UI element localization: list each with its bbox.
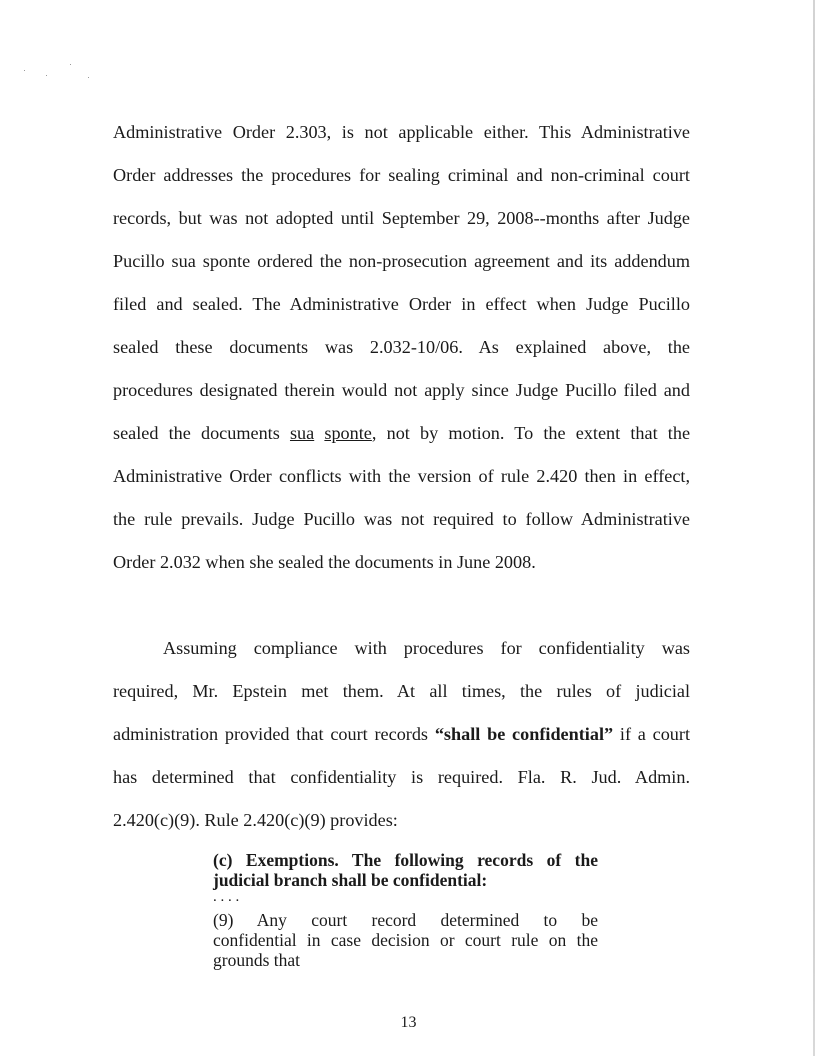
underlined-term: sponte xyxy=(324,423,372,443)
underlined-term: sua xyxy=(289,423,315,443)
page-number: 13 xyxy=(400,1014,417,1031)
quote-heading-line: (c) Exemptions. The following records of the xyxy=(213,850,598,870)
text-line: Pucillo sua sponte ordered the non-prosecution agreement and its addendum xyxy=(113,251,690,271)
scan-speck xyxy=(46,75,47,76)
text-line: Administrative Order conflicts with the version of rule 2.420 then in effect, xyxy=(113,466,690,486)
quote-ellipsis: . . . . xyxy=(213,889,240,905)
text-line: sealed these documents was 2.032-10/06. As explained above, the xyxy=(113,337,690,357)
text-line xyxy=(113,422,690,444)
scan-speck xyxy=(88,77,89,78)
text-line: the rule prevails. Judge Pucillo was not required to follow Administrative xyxy=(113,509,690,529)
text-line: 2.420(c)(9). Rule 2.420(c)(9) provides: xyxy=(113,810,398,830)
text-run: if a court xyxy=(613,724,691,744)
text-line xyxy=(113,723,690,745)
text-run: administration provided that court records xyxy=(113,724,435,744)
text-line: has determined that confidentiality is required. Fla. R. Jud. Admin. xyxy=(113,767,690,787)
quote-line: grounds that xyxy=(213,950,301,970)
text-line: records, but was not adopted until September 29, 2008--months after Judge xyxy=(113,208,690,228)
bold-quote: “shall be confidential” xyxy=(434,724,614,744)
text-line: Administrative Order 2.303, is not applicable either. This Administrative xyxy=(113,122,690,142)
text-line: Order addresses the procedures for sealing criminal and non-criminal court xyxy=(113,165,690,185)
text-run: , not by motion. To the extent that the xyxy=(371,423,691,443)
scan-speck xyxy=(24,70,25,71)
text-line: procedures designated therein would not apply since Judge Pucillo filed and xyxy=(113,380,690,400)
scan-speck xyxy=(70,64,71,65)
text-line: filed and sealed. The Administrative Order in effect when Judge Pucillo xyxy=(113,294,690,314)
text-line: Order 2.032 when she sealed the documents in June 2008. xyxy=(113,552,536,572)
quote-line: confidential in case decision or court rule on the xyxy=(213,930,598,950)
quote-line: (9) Any court record determined to be xyxy=(213,910,598,930)
text-run: sealed the documents xyxy=(113,423,280,443)
text-line: required, Mr. Epstein met them. At all times, the rules of judicial xyxy=(113,681,690,701)
text-line: Assuming compliance with procedures for confidentiality was xyxy=(163,638,690,658)
page-right-edge xyxy=(813,0,815,1056)
quote-heading-line: judicial branch shall be confidential: xyxy=(213,870,488,890)
